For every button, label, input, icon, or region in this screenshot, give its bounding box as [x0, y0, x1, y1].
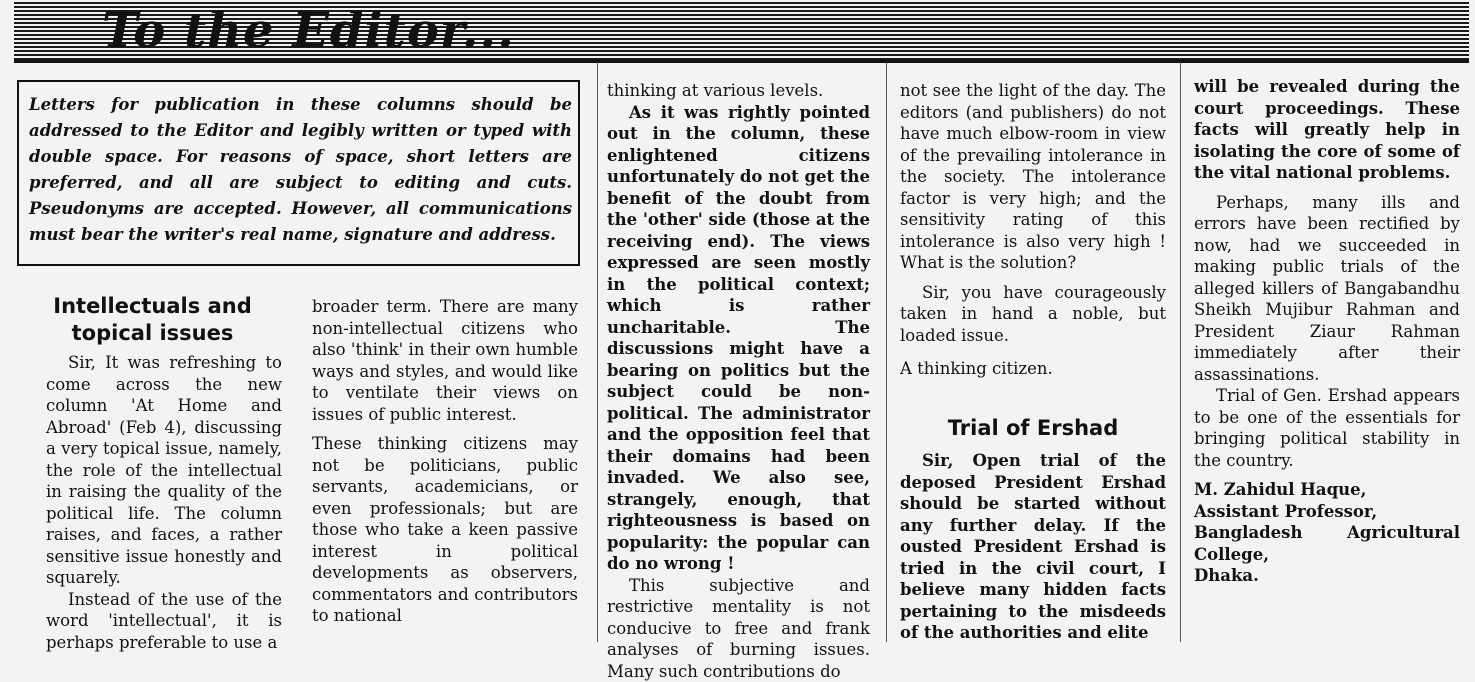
letter1-paragraph: Sir, It was refreshing to come across the new column 'At Home and Abroad' (Feb 4), discussing a very topical issue, namely, the role of the intellectual in raising the quality of the political life. The column raises, and faces, a rather sensitive issue honestly and squarely. — [46, 352, 282, 589]
letter1-paragraph: These thinking citizens may not be politicians, public servants, academicians, or even professionals; but are those who take a keen passive interest in political developments as observers, commentators and contributors to national — [312, 433, 578, 627]
section-banner — [14, 2, 1469, 63]
submission-notice: Letters for publication in these columns should be addressed to the Editor and legibly written or typed with double space. For reasons of space, short letters are preferred, and all are subject to editing and cuts. Pseudonyms are accepted. However, all communications must bear the writer's real name, signature and address. — [17, 80, 580, 266]
letter1-paragraph: not see the light of the day. The editors (and publishers) do not have much elbow-room in view of the prevailing intolerance in the society. The intolerance factor is very high; and the sensitivity rating of this intolerance is also very high ! What is the solution? — [900, 80, 1166, 274]
letter2-signature-name: M. Zahidul Haque, — [1194, 479, 1460, 501]
letter2-paragraph: Sir, Open trial of the deposed President Ershad should be started without any further delay. If the ousted President Ershad is tried in the civil court, I believe many hidden facts pertaining to the misdeeds of the authorities and elite — [900, 450, 1166, 644]
headline-trial-of-ershad: Trial of Ershad — [900, 415, 1166, 442]
letter1-paragraph: This subjective and restrictive mentality is not conducive to free and frank analyses of burning issues. Many such contributions do — [607, 575, 870, 682]
column-rule — [1180, 62, 1181, 642]
column-rule — [886, 62, 887, 642]
letter1-paragraph: Instead of the use of the word 'intellectual', it is perhaps preferable to use a — [46, 589, 282, 654]
letter2-paragraph: Trial of Gen. Ershad appears to be one of the essentials for bringing political stability in the country. — [1194, 385, 1460, 471]
letter2-paragraph: will be revealed during the court proceedings. These facts will greatly help in isolating the core of some of the vital national problems. — [1194, 76, 1460, 184]
letter2-column-2 — [1194, 76, 1460, 587]
letter2-paragraph: Perhaps, many ills and errors have been rectified by now, had we succeeded in making public trials of the alleged killers of Bangabandhu Sheikh Mujibur Rahman and President Ziaur Rahman immediately after their assassinations. — [1194, 192, 1460, 386]
column-rule — [597, 62, 598, 642]
letter2-signature-city: Dhaka. — [1194, 565, 1460, 587]
letter1-column-1 — [46, 352, 282, 653]
letter1-signature: A thinking citizen. — [900, 358, 1166, 380]
letter2-signature-title: Assistant Professor, — [1194, 501, 1460, 523]
letter1-paragraph: thinking at various levels. — [607, 80, 870, 102]
letter1-column-2 — [312, 296, 578, 627]
letter2-signature-org: Bangladesh Agricultural College, — [1194, 522, 1460, 565]
section-title: To the Editor... — [102, 2, 515, 60]
letter1-paragraph: broader term. There are many non-intellectual citizens who also 'think' in their own humble ways and styles, and would like to ventilate their views on issues of public interest. — [312, 296, 578, 425]
letter2-column-1 — [900, 450, 1166, 644]
letter1-paragraph: Sir, you have courageously taken in hand a noble, but loaded issue. — [900, 282, 1166, 347]
headline-intellectuals: Intellectuals and topical issues — [30, 293, 275, 347]
letter1-paragraph: As it was rightly pointed out in the column, these enlightened citizens unfortunately do not get the benefit of the doubt from the 'other' side (those at the receiving end). The views expressed are seen mostly in the political context; which is rather uncharitable. The discussions might have a bearing on politics but the subject could be non-political. The administrator and the opposition feel that their domains had been invaded. We also see, strangely, enough, that righteousness is based on popularity: the popular can do no wrong ! — [607, 102, 870, 575]
letter1-column-4 — [900, 80, 1166, 380]
letter1-column-3 — [607, 80, 870, 682]
